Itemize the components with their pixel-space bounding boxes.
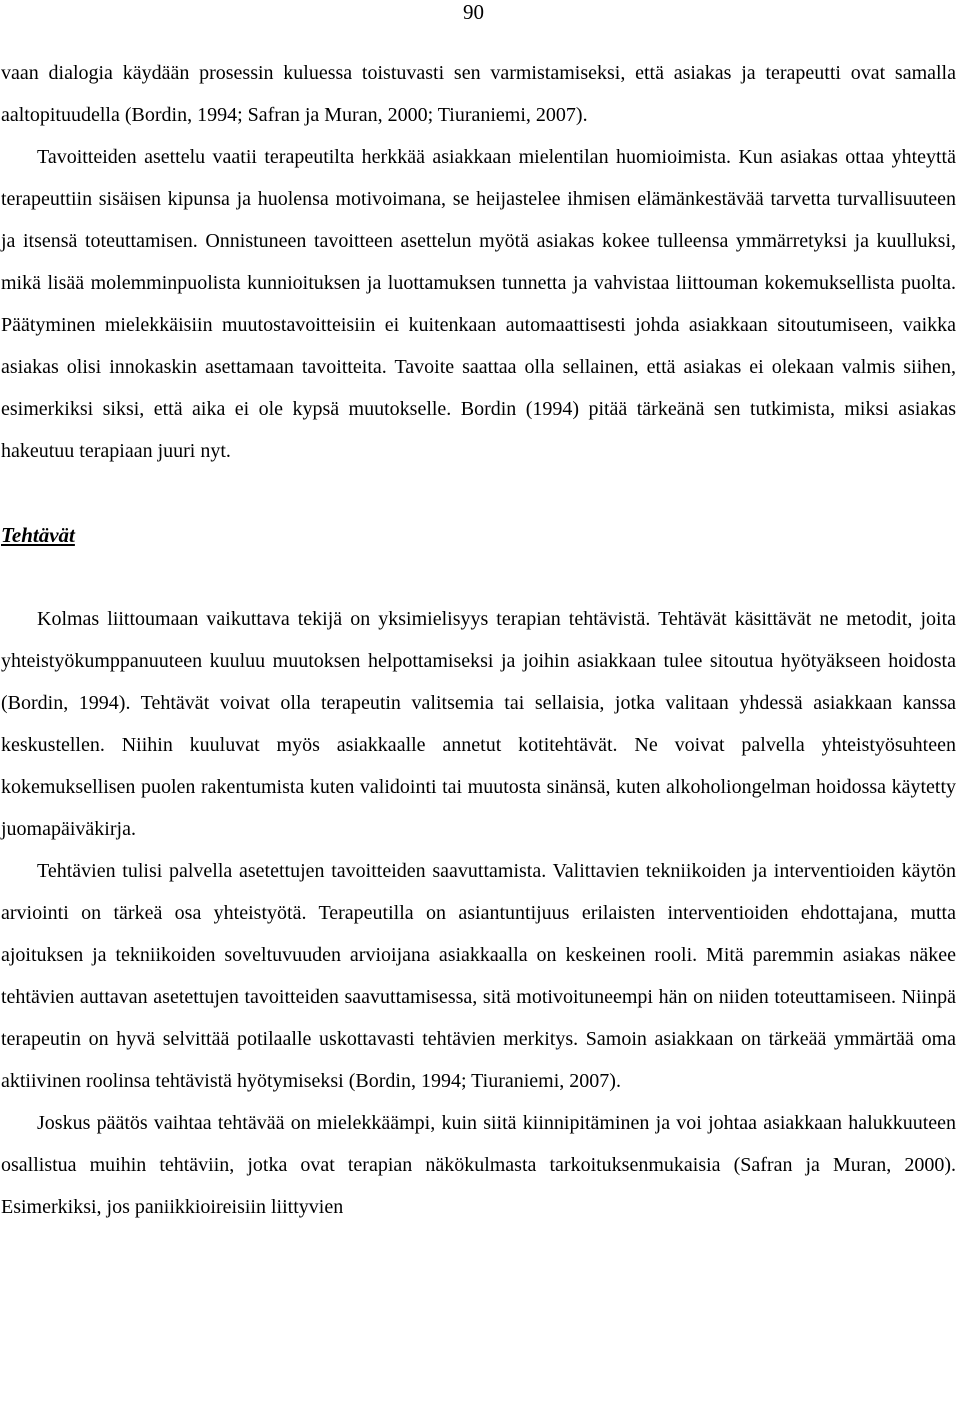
text-line: interventioiden käytön arviointi on tärkeä osa yhteistyötä. Terapeutilla on asiantuntijuus erilaisten [1,860,957,924]
text-line: ne metodit, joita yhteistyökumppanuuteen kuuluu muutoksen helpottamiseksi ja joihin asiakkaan [1,608,957,672]
section-heading: Tehtävät [1,523,75,547]
text-line: asiakas ottaa yhteyttä terapeuttiin sisäisen kipunsa ja huolensa motivoimana, se heijastelee [1,146,956,210]
text-line: Tavoitteiden asettelu vaatii terapeutilta herkkää asiakkaan mielentilan huomioimista. Kun [37,146,773,168]
text-line: kunnioituksen ja luottamuksen tunnetta ja vahvistaa liittouman kokemuksellista puolta. [247,272,956,294]
text-line: muutokselle. Bordin (1994) pitää tärkeänä sen tutkimista, miksi asiakas hakeutuu terapiaan juuri [1,398,957,462]
text-line: tarkoituksenmukaisia (Safran ja Muran, 2000). Esimerkiksi, jos paniikkioireisiin liittyvien [1,1154,957,1218]
text-line: sellaisia, jotka valitaan yhdessä asiakkaan kanssa keskustellen. Niihin kuuluvat myös asiakkaalle [1,692,957,756]
text-line: terapeutin on hyvä selvittää potilaalle uskottavasti tehtävien merkitys. Samoin asiakkaan on [1,1028,761,1050]
text-line: asiakkaan halukkuuteen osallistua muihin tehtäviin, jotka ovat terapian näkökulmasta [1,1112,957,1176]
text-line: 2007). [569,1070,621,1092]
paragraph [1,136,956,472]
text-line: interventioiden ehdottajana, mutta ajoituksen ja tekniikoiden soveltuvuuden arvioijana [1,902,956,966]
paragraph [1,1102,956,1228]
paragraph [1,598,956,850]
text-line: Joskus päätös vaihtaa tehtävää on mielekkäämpi, kuin siitä kiinnipitäminen ja voi johtaa [37,1112,757,1134]
text-line: asiakkaalla on keskeinen rooli. Mitä paremmin asiakas näkee tehtävien auttavan asetettujen [1,944,957,1008]
text-line: Kolmas liittoumaan vaikuttava tekijä on yksimielisyys terapian tehtävistä. Tehtävät käsittävät [37,608,812,630]
text-line: vaan dialogia käydään prosessin kuluessa toistuvasti sen varmistamiseksi, että asiakas ja [1,62,756,84]
text-line: Tehtävien tulisi palvella asetettujen tavoitteiden saavuttamista. Valittavien tekniikoiden ja [37,860,768,882]
text-line: tavoitteiden saavuttamisessa, sitä motivoituneempi hän on niiden toteuttamiseen. Niinpä [244,986,957,1008]
page-number: 90 [463,0,484,24]
text-after-heading [1,598,956,1228]
text-line: ihmisen elämänkestävää tarvetta turvallisuuteen ja itsensä toteuttamisen. Onnistuneen tavoitteen [1,188,957,252]
text-line: nyt. [200,440,231,462]
paragraph [1,52,956,136]
text-line: Päätyminen mielekkäisiin muutostavoitteisiin ei kuitenkaan automaattisesti johda asiakkaan [1,314,768,336]
text-line: tulee sitoutua hyötyäkseen hoidosta (Bordin, 1994). Tehtävät voivat olla terapeutin valitsemia tai [1,650,956,714]
text-line: asettelun myötä asiakas kokee tulleensa ymmärretyksi ja kuulluksi, mikä lisää molemminpuolista [1,230,957,294]
text-line: annetut kotitehtävät. Ne voivat palvella yhteistyösuhteen kokemuksellisen puolen rakentumista [1,734,956,798]
text-before-heading [1,52,956,472]
text-line: sitoutumiseen, vaikka asiakas olisi innokaskin asettamaan tavoitteita. Tavoite saattaa olla [1,314,957,378]
paragraph [1,850,956,1102]
text-line: sellainen, että asiakas ei olekaan valmis siihen, esimerkiksi siksi, että aika ei ole kypsä [1,356,957,420]
text-line: kuten validointi tai muutosta sinänsä, kuten alkoholiongelman hoidossa käytetty juomapäiväkirja. [1,776,957,840]
text-line: tärkeää ymmärtää oma aktiivinen roolinsa tehtävistä hyötymiseksi (Bordin, 1994; Tiuraniemi, [1,1028,957,1092]
text-line: terapeutti ovat samalla aaltopituudella (Bordin, 1994; Safran ja Muran, 2000; Tiuraniemi, 2007). [1,62,956,126]
page-body [1,52,956,1228]
